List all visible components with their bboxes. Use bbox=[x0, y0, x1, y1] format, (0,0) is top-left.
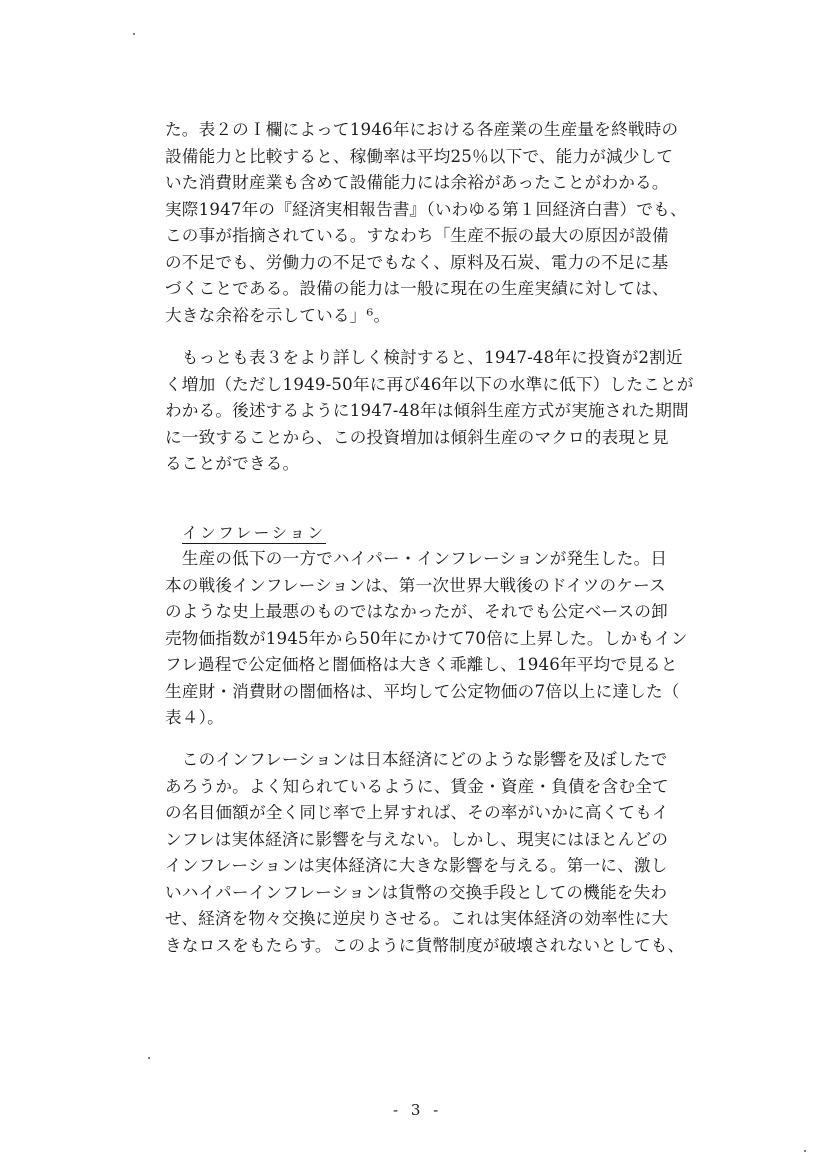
text-line: せ、経済を物々交換に逆戻りさせる。これは実体経済の効率性に大 bbox=[165, 909, 669, 928]
text-line: いハイパーインフレーションは貨幣の交換手段としての機能を失わ bbox=[165, 882, 668, 902]
text-line: の不足でも、労働力の不足でもなく、原料及石炭、電力の不足に基 bbox=[165, 252, 669, 272]
text-line: インフレーションは実体経済に大きな影響を与える。第一に、激し bbox=[165, 856, 668, 875]
scan-speck bbox=[148, 1057, 150, 1059]
text-line: もっとも表３をより詳しく検討すると、1947-48年に投資が2割近 bbox=[165, 348, 683, 367]
text-line: 表４）。 bbox=[165, 708, 224, 727]
text-line: ることができる。 bbox=[165, 454, 300, 473]
scan-speck bbox=[804, 1150, 806, 1152]
text-line: フレ過程で公定価格と闇価格は大きく乖離し、1946年平均で見ると bbox=[165, 655, 678, 674]
text-line: この事が指摘されている。すなわち「生産不振の最大の原因が設備 bbox=[165, 226, 669, 245]
section-heading-text: インフレーション bbox=[182, 524, 326, 542]
text-line: づくことである。設備の能力は一般に現在の生産実績に対しては、 bbox=[165, 279, 669, 298]
text-line: 生産の低下の一方でハイパー・インフレーションが発生した。日 bbox=[165, 549, 668, 568]
text-line: きなロスをもたらす。このように貨幣制度が破壊されないとしても、 bbox=[165, 935, 685, 955]
text-line: のような史上最悪のものではなかったが、それでも公定ベースの卸 bbox=[165, 602, 668, 621]
page-number: - 3 - bbox=[393, 1101, 443, 1119]
text-line: このインフレーションは日本経済にどのような影響を及ぼしたで bbox=[165, 750, 668, 769]
text-line: あろうか。よく知られているように、賃金・資産・負債を含む全て bbox=[165, 776, 669, 796]
paragraph-4 bbox=[165, 747, 685, 959]
text-line: く増加（ただし1949-50年に再び46年以下の水準に低下）したことが bbox=[165, 374, 694, 394]
text-line: 実際1947年の『経済実相報告書』（いわゆる第１回経済白書）でも、 bbox=[165, 199, 687, 219]
text-line: 設備能力と比較すると、稼働率は平均25％以下で、能力が減少して bbox=[165, 146, 674, 166]
text-line: ンフレは実体経済に影響を与えない。しかし、現実にはほとんどの bbox=[165, 829, 669, 849]
section-heading bbox=[165, 520, 665, 547]
text-line: 本の戦後インフレーションは、第一次世界大戦後のドイツのケース bbox=[165, 575, 666, 595]
text-line: 生産財・消費財の闇価格は、平均して公定物価の7倍以上に達した（ bbox=[165, 681, 680, 701]
text-line: の名目価額が全く同じ率で上昇すれば、その率がいかに高くてもイ bbox=[165, 803, 669, 822]
scan-speck bbox=[133, 33, 135, 35]
text-line: わかる。後述するように1947-48年は傾斜生産方式が実施された期間 bbox=[165, 401, 689, 420]
paragraph-2 bbox=[165, 345, 694, 478]
text-line: た。表２のＩ欄によって1946年における各産業の生産量を終戦時の bbox=[165, 120, 679, 139]
paragraph-3 bbox=[165, 546, 688, 732]
text-line: 大きな余裕を示している」⁶。 bbox=[165, 305, 391, 325]
text-line: いた消費財産業も含めて設備能力には余裕があったことがわかる。 bbox=[165, 173, 669, 192]
paragraph-1 bbox=[165, 117, 687, 329]
text-line: 売物価指数が1945年から50年にかけて70倍に上昇した。しかもイン bbox=[165, 628, 688, 648]
text-line: に一致することから、この投資増加は傾斜生産のマクロ的表現と見 bbox=[165, 427, 669, 447]
